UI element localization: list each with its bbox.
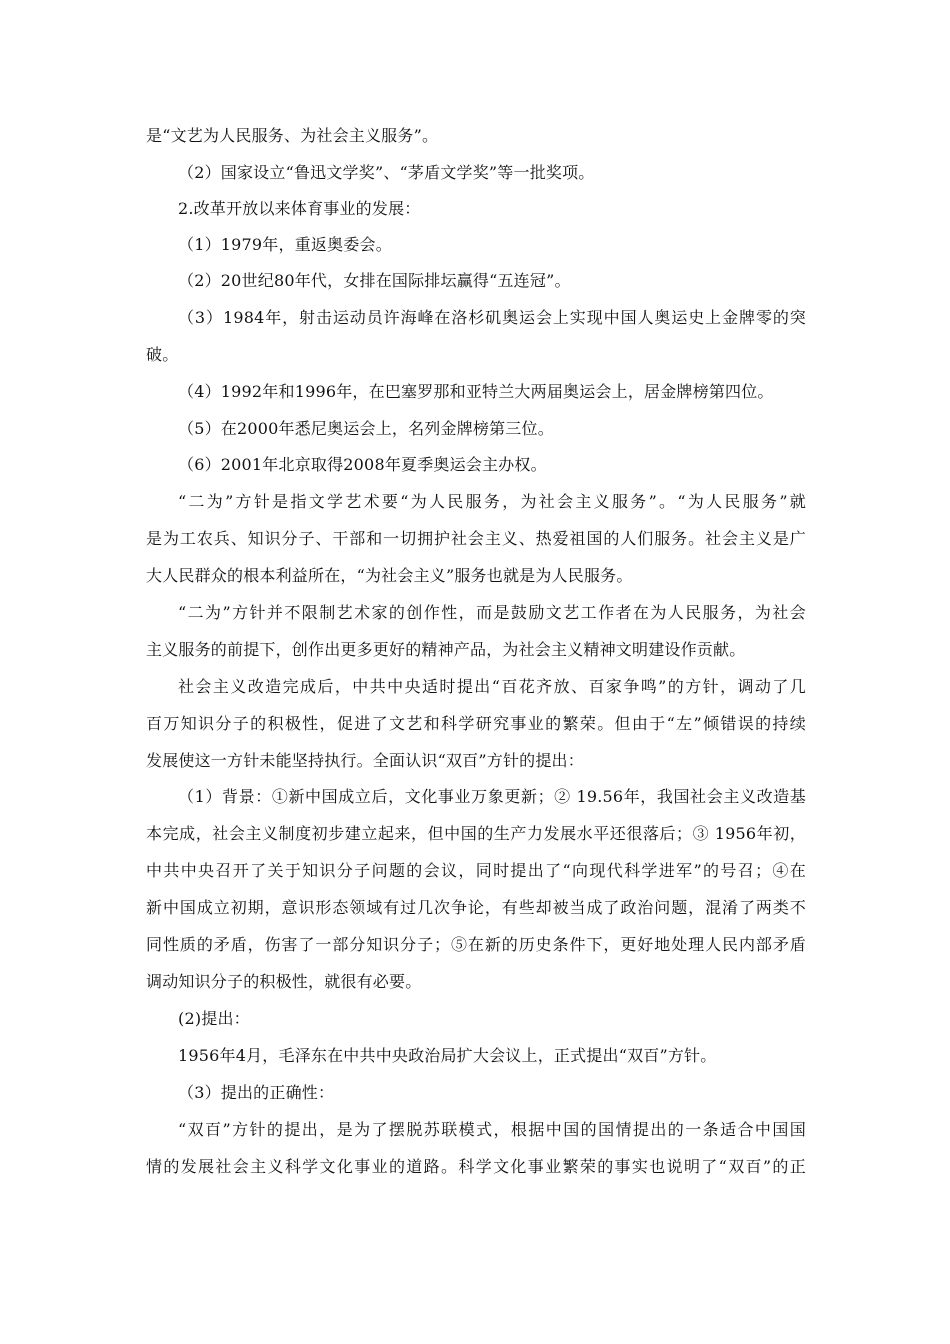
paragraph-line: 社会主义改造完成后，中共中央适时提出“百花齐放、百家争鸣”的方针，调动了几 — [178, 677, 806, 696]
paragraph-line: （1）背景：①新中国成立后，文化事业万象更新；② 19.56年，我国社会主义改造基 — [178, 787, 806, 806]
text-line: （2）国家设立“鲁迅文学奖”、“茅盾文学奖”等一批奖项。 — [178, 163, 595, 182]
paragraph-line: 本完成，社会主义制度初步建立起来，但中国的生产力发展水平还很落后；③ 1956年初， — [146, 824, 806, 843]
paragraph-line: 新中国成立初期，意识形态领域有过几次争论，有些却被当成了政治问题，混淆了两类不 — [146, 898, 806, 917]
paragraph-line: 情的发展社会主义科学文化事业的道路。科学文化事业繁荣的事实也说明了“双百”的正 — [146, 1157, 806, 1176]
paragraph-line: 主义服务的前提下，创作出更多更好的精神产品，为社会主义精神文明建设作贡献。 — [146, 640, 746, 659]
section-heading: (2)提出： — [178, 1009, 250, 1028]
paragraph-line: 调动知识分子的积极性，就很有必要。 — [146, 972, 422, 991]
list-item: （6）2001年北京取得2008年夏季奥运会主办权。 — [178, 455, 547, 474]
paragraph-line: “二为”方针是指文学艺术要“为人民服务，为社会主义服务”。“为人民服务”就 — [178, 492, 806, 511]
list-item: （5）在2000年悉尼奥运会上，名列金牌榜第三位。 — [178, 419, 554, 438]
paragraph-line: 1956年4月，毛泽东在中共中央政治局扩大会议上，正式提出“双百”方针。 — [178, 1046, 717, 1065]
text-line: 是“文艺为人民服务、为社会主义服务”。 — [146, 126, 439, 145]
list-item: （2）20世纪80年代，女排在国际排坛赢得“五连冠”。 — [178, 271, 571, 290]
text-line: 破。 — [146, 345, 179, 364]
list-item: （4）1992年和1996年，在巴塞罗那和亚特兰大两届奥运会上，居金牌榜第四位。 — [178, 382, 774, 401]
list-item: （1）1979年，重返奥委会。 — [178, 235, 392, 254]
paragraph-line: 发展使这一方针未能坚持执行。全面认识“双百”方针的提出： — [146, 751, 584, 770]
paragraph-line: “二为”方针并不限制艺术家的创作性，而是鼓励文艺工作者在为人民服务，为社会 — [178, 603, 806, 622]
paragraph-line: “双百”方针的提出，是为了摆脱苏联模式，根据中国的国情提出的一条适合中国国 — [178, 1120, 806, 1139]
section-heading: 2.改革开放以来体育事业的发展： — [178, 199, 421, 218]
paragraph-line: 中共中央召开了关于知识分子问题的会议，同时提出了“向现代科学进军”的号召；④在 — [146, 861, 806, 880]
paragraph-line: 同性质的矛盾，伤害了一部分知识分子；⑤在新的历史条件下，更好地处理人民内部矛盾 — [146, 935, 806, 954]
list-item: （3）1984年，射击运动员许海峰在洛杉矶奥运会上实现中国人奥运史上金牌零的突 — [178, 308, 806, 327]
paragraph-line: 百万知识分子的积极性，促进了文艺和科学研究事业的繁荣。但由于“左”倾错误的持续 — [146, 714, 806, 733]
paragraph-line: 大人民群众的根本利益所在，“为社会主义”服务也就是为人民服务。 — [146, 566, 633, 585]
section-heading: （3）提出的正确性： — [178, 1083, 335, 1102]
paragraph-line: 是为工农兵、知识分子、干部和一切拥护社会主义、热爱祖国的人们服务。社会主义是广 — [146, 529, 806, 548]
